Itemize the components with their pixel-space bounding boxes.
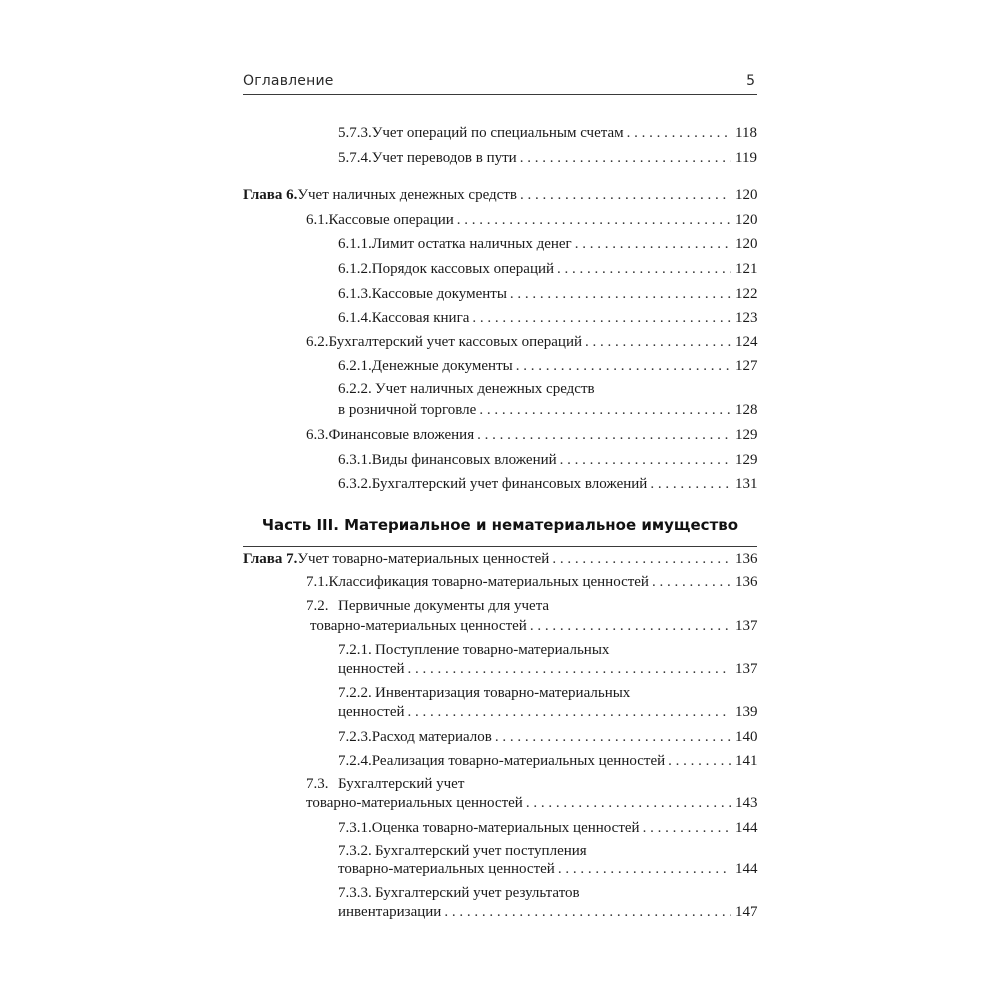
- leader-dots: [557, 260, 731, 278]
- toc-entry-title-line1: Первичные документы для учета: [338, 598, 550, 614]
- toc-entry-page: 121: [735, 261, 758, 277]
- toc-entry-number: 7.2.4.: [338, 753, 372, 769]
- leader-dots: [668, 752, 731, 770]
- toc-entry[interactable]: [338, 235, 757, 253]
- toc-entry-page: 119: [735, 150, 757, 166]
- toc-entry-number: 5.7.4.: [338, 150, 372, 166]
- toc-chapter-entry[interactable]: [243, 186, 757, 204]
- toc-entry[interactable]: [338, 728, 757, 746]
- toc-entry-page: 136: [735, 574, 758, 590]
- toc-entry-first-line: [338, 641, 609, 659]
- toc-entry[interactable]: [338, 752, 757, 770]
- toc-entry[interactable]: [338, 660, 757, 678]
- toc-entry-page: 144: [735, 861, 758, 877]
- toc-entry-page: 131: [735, 476, 758, 492]
- toc-entry-title-line1: Инвентаризация товарно-материальных: [375, 685, 631, 701]
- toc-entry-number: 6.1.: [306, 212, 329, 228]
- toc-entry-first-line: [306, 775, 464, 793]
- toc-entry-first-line: [338, 884, 580, 902]
- toc-entry-page: 129: [735, 452, 758, 468]
- toc-entry-page: 129: [735, 427, 758, 443]
- toc-entry-number: 7.2.3.: [338, 729, 372, 745]
- toc-entry-title: инвентаризации: [338, 904, 442, 920]
- toc-entry-title-line1: Бухгалтерский учет результатов: [375, 885, 580, 901]
- toc-entry-page: 143: [735, 795, 758, 811]
- running-header-page-number: 5: [746, 73, 755, 89]
- toc-entry-page: 140: [735, 729, 758, 745]
- leader-dots: [510, 285, 731, 303]
- toc-entry-title: Кассовая книга: [371, 310, 470, 326]
- toc-entry-title: товарно-материальных ценностей: [310, 618, 527, 634]
- toc-entry-title: Бухгалтерский учет кассовых операций: [328, 334, 583, 350]
- running-header-title: Оглавление: [243, 73, 334, 89]
- leader-dots: [575, 235, 731, 253]
- toc-entry-number: 6.2.1.: [338, 358, 372, 374]
- toc-entry-title: Виды финансовых вложений: [371, 452, 557, 468]
- toc-entry-number: 7.3.1.: [338, 820, 372, 836]
- toc-entry-number: 7.2.: [306, 598, 329, 614]
- toc-entry-page: 127: [735, 358, 758, 374]
- toc-entry-title: Учет товарно-материальных ценностей: [297, 551, 550, 567]
- toc-entry-page: 144: [735, 820, 758, 836]
- toc-entry-title: Реализация товарно-материальных ценностей: [371, 753, 666, 769]
- toc-entry-first-line: [338, 380, 595, 398]
- toc-entry-title: Бухгалтерский учет финансовых вложений: [371, 476, 648, 492]
- toc-entry-title: Кассовые операции: [328, 212, 454, 228]
- toc-entry-number: 5.7.3.: [338, 125, 372, 141]
- toc-entry-title: Кассовые документы: [371, 286, 507, 302]
- leader-dots: [479, 401, 731, 419]
- toc-entry-number: 6.3.1.: [338, 452, 372, 468]
- leader-dots: [650, 475, 731, 493]
- toc-entry-title: Учет операций по специальным счетам: [371, 125, 624, 141]
- toc-entry-title: Финансовые вложения: [328, 427, 475, 443]
- leader-dots: [408, 703, 731, 721]
- toc-entry-number: 6.1.3.: [338, 286, 372, 302]
- toc-entry-title: ценностей: [338, 661, 405, 677]
- toc-entry-page: 120: [735, 236, 758, 252]
- leader-dots: [472, 309, 731, 327]
- toc-entry-title-line1: Бухгалтерский учет поступления: [375, 843, 587, 859]
- leader-dots: [520, 149, 731, 167]
- toc-entry-page: 147: [735, 904, 758, 920]
- toc-entry[interactable]: [338, 451, 757, 469]
- leader-dots: [585, 333, 731, 351]
- toc-entry[interactable]: [306, 211, 757, 229]
- toc-entry-first-line: [338, 684, 630, 702]
- toc-entry-number: 6.1.2.: [338, 261, 372, 277]
- toc-entry-number: 6.1.4.: [338, 310, 372, 326]
- part-title: Часть III. Материальное и нематериальное имущество: [261, 516, 739, 534]
- leader-dots: [627, 124, 731, 142]
- toc-entry-number: 6.2.2.: [338, 381, 372, 397]
- chapter-number: Глава 6.: [243, 187, 298, 203]
- toc-entry[interactable]: [306, 573, 757, 591]
- toc-entry-number: 7.3.3.: [338, 885, 372, 901]
- toc-entry-title: в розничной торговле: [338, 402, 477, 418]
- toc-entry[interactable]: [306, 426, 757, 444]
- toc-entry[interactable]: [338, 475, 757, 493]
- toc-entry-first-line: [338, 842, 587, 860]
- toc-entry[interactable]: [338, 401, 757, 419]
- toc-entry[interactable]: [338, 309, 757, 327]
- toc-entry-number: 6.2.: [306, 334, 329, 350]
- toc-entry-number: 6.3.2.: [338, 476, 372, 492]
- leader-dots: [495, 728, 731, 746]
- toc-chapter-entry[interactable]: [243, 550, 757, 568]
- toc-entry-title: Лимит остатка наличных денег: [371, 236, 572, 252]
- leader-dots: [560, 451, 731, 469]
- toc-entry-page: 120: [735, 212, 758, 228]
- leader-dots: [552, 550, 731, 568]
- toc-entry-title: Оценка товарно-материальных ценностей: [371, 820, 640, 836]
- toc-entry[interactable]: [338, 860, 757, 878]
- toc-entry-title: Учет переводов в пути: [371, 150, 517, 166]
- toc-entry-number: 6.1.1.: [338, 236, 372, 252]
- toc-entry-page: 120: [735, 187, 758, 203]
- toc-entry[interactable]: [338, 903, 757, 921]
- toc-entry-title: Классификация товарно-материальных ценностей: [328, 574, 649, 590]
- toc-entry-title-line1: Бухгалтерский учет: [338, 776, 465, 792]
- toc-entry-number: 7.3.: [306, 776, 329, 792]
- toc-entry-number: 7.1.: [306, 574, 329, 590]
- toc-entry-title: товарно-материальных ценностей: [338, 861, 555, 877]
- toc-entry-number: 7.2.2.: [338, 685, 372, 701]
- leader-dots: [558, 860, 731, 878]
- toc-entry-title: Денежные документы: [371, 358, 513, 374]
- toc-entry[interactable]: [338, 285, 757, 303]
- toc-entry-page: 139: [735, 704, 758, 720]
- toc-entry[interactable]: [338, 124, 757, 142]
- toc-entry[interactable]: [306, 794, 757, 812]
- part-divider: [243, 546, 757, 547]
- toc-entry[interactable]: [338, 703, 757, 721]
- leader-dots: [643, 819, 731, 837]
- toc-entry-page: 137: [735, 618, 758, 634]
- toc-entry-number: 7.3.2.: [338, 843, 372, 859]
- leader-dots: [526, 794, 731, 812]
- toc-entry-number: 7.2.1.: [338, 642, 372, 658]
- toc-entry[interactable]: [338, 357, 757, 375]
- toc-entry-page: 118: [735, 125, 757, 141]
- toc-entry-page: 128: [735, 402, 758, 418]
- toc-entry-title: Порядок кассовых операций: [371, 261, 555, 277]
- page-header: [243, 72, 757, 95]
- toc-entry-title: ценностей: [338, 704, 405, 720]
- toc-entry-title: Учет наличных денежных средств: [297, 187, 517, 203]
- toc-entry[interactable]: [338, 819, 757, 837]
- toc-entry-page: 123: [735, 310, 758, 326]
- toc-entry[interactable]: [338, 260, 757, 278]
- toc-entry-first-line: [306, 597, 549, 615]
- toc-entry[interactable]: [306, 333, 757, 351]
- toc-entry-page: 124: [735, 334, 758, 350]
- toc-entry-title: товарно-материальных ценностей: [306, 795, 523, 811]
- toc-entry-title-line1: Учет наличных денежных средств: [375, 381, 595, 397]
- toc-entry-page: 136: [735, 551, 758, 567]
- toc-entry[interactable]: [310, 617, 757, 635]
- chapter-number: Глава 7.: [243, 551, 298, 567]
- toc-entry[interactable]: [338, 149, 757, 167]
- leader-dots: [457, 211, 731, 229]
- leader-dots: [408, 660, 731, 678]
- toc-entry-title-line1: Поступление товарно-материальных: [375, 642, 610, 658]
- leader-dots: [444, 903, 731, 921]
- toc-entry-page: 141: [735, 753, 758, 769]
- leader-dots: [516, 357, 731, 375]
- leader-dots: [477, 426, 731, 444]
- toc-entry-title: Расход материалов: [371, 729, 492, 745]
- toc-entry-page: 122: [735, 286, 758, 302]
- leader-dots: [652, 573, 731, 591]
- leader-dots: [520, 186, 731, 204]
- toc-entry-page: 137: [735, 661, 758, 677]
- leader-dots: [530, 617, 731, 635]
- toc-entry-number: 6.3.: [306, 427, 329, 443]
